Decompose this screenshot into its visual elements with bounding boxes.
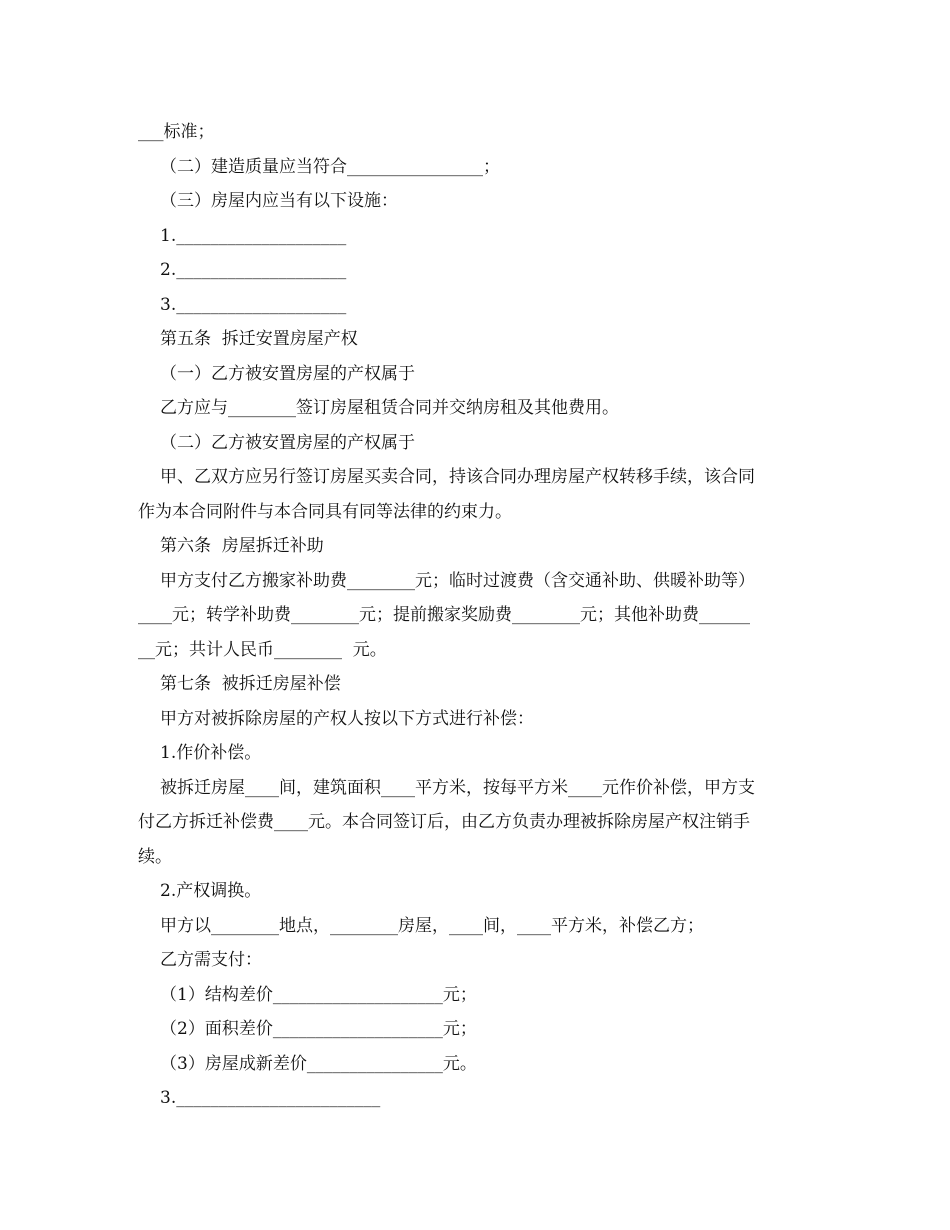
document-line: 乙方应与________签订房屋租赁合同并交纳房租及其他费用。 [160, 398, 619, 418]
document-line: ____元；转学补助费________元；提前搬家奖励费________元；其他补助费______ [138, 605, 750, 625]
document-line: 甲方以________地点，________房屋，____间，____平方米，补偿乙方； [160, 915, 704, 936]
document-line: 1.作价补偿。 [160, 743, 262, 763]
document-line: （3）房屋成新差价________________元。 [160, 1053, 477, 1074]
document-body [138, 115, 812, 1116]
document-line: 第七条 被拆迁房屋补偿 [160, 674, 341, 694]
document-line: （三）房屋内应当有以下设施： [160, 191, 398, 211]
document-line: （二）建造质量应当符合________________； [160, 156, 500, 177]
document-line: 作为本合同附件与本合同具有同等法律的约束力。 [138, 501, 512, 522]
document-line: 甲方支付乙方搬家补助费________元；临时过渡费（含交通补助、供暖补助等） [160, 570, 755, 591]
document-line: 2.产权调换。 [160, 881, 262, 901]
document-line: （1）结构差价____________________元； [160, 984, 477, 1005]
document-line: 乙方需支付： [160, 950, 262, 970]
document-line: 3.____________________ [160, 294, 347, 315]
document-line: ___标准； [138, 122, 215, 142]
document-line: __元；共计人民币________ 元。 [138, 639, 387, 660]
document-line: 2.____________________ [160, 260, 347, 280]
document-line: 被拆迁房屋____间，建筑面积____平方米，按每平方米____元作价补偿，甲方支 [160, 777, 755, 798]
document-line: 第六条 房屋拆迁补助 [160, 536, 324, 556]
document-line: 甲、乙双方应另行签订房屋买卖合同，持该合同办理房屋产权转移手续，该合同 [160, 467, 755, 487]
document-line: （2）面积差价____________________元； [160, 1019, 477, 1039]
document-line: （一）乙方被安置房屋的产权属于 [160, 363, 415, 384]
document-line: 1.____________________ [160, 225, 347, 246]
document-line: 续。 [138, 846, 172, 867]
document-line: 甲方对被拆除房屋的产权人按以下方式进行补偿： [160, 708, 534, 729]
document-line: 第五条 拆迁安置房屋产权 [160, 329, 358, 349]
document-line: 付乙方拆迁补偿费____元。本合同签订后，由乙方负责办理被拆除房屋产权注销手 [138, 812, 750, 832]
document-line: 3.________________________ [160, 1088, 381, 1108]
document-line: （二）乙方被安置房屋的产权属于 [160, 432, 415, 453]
